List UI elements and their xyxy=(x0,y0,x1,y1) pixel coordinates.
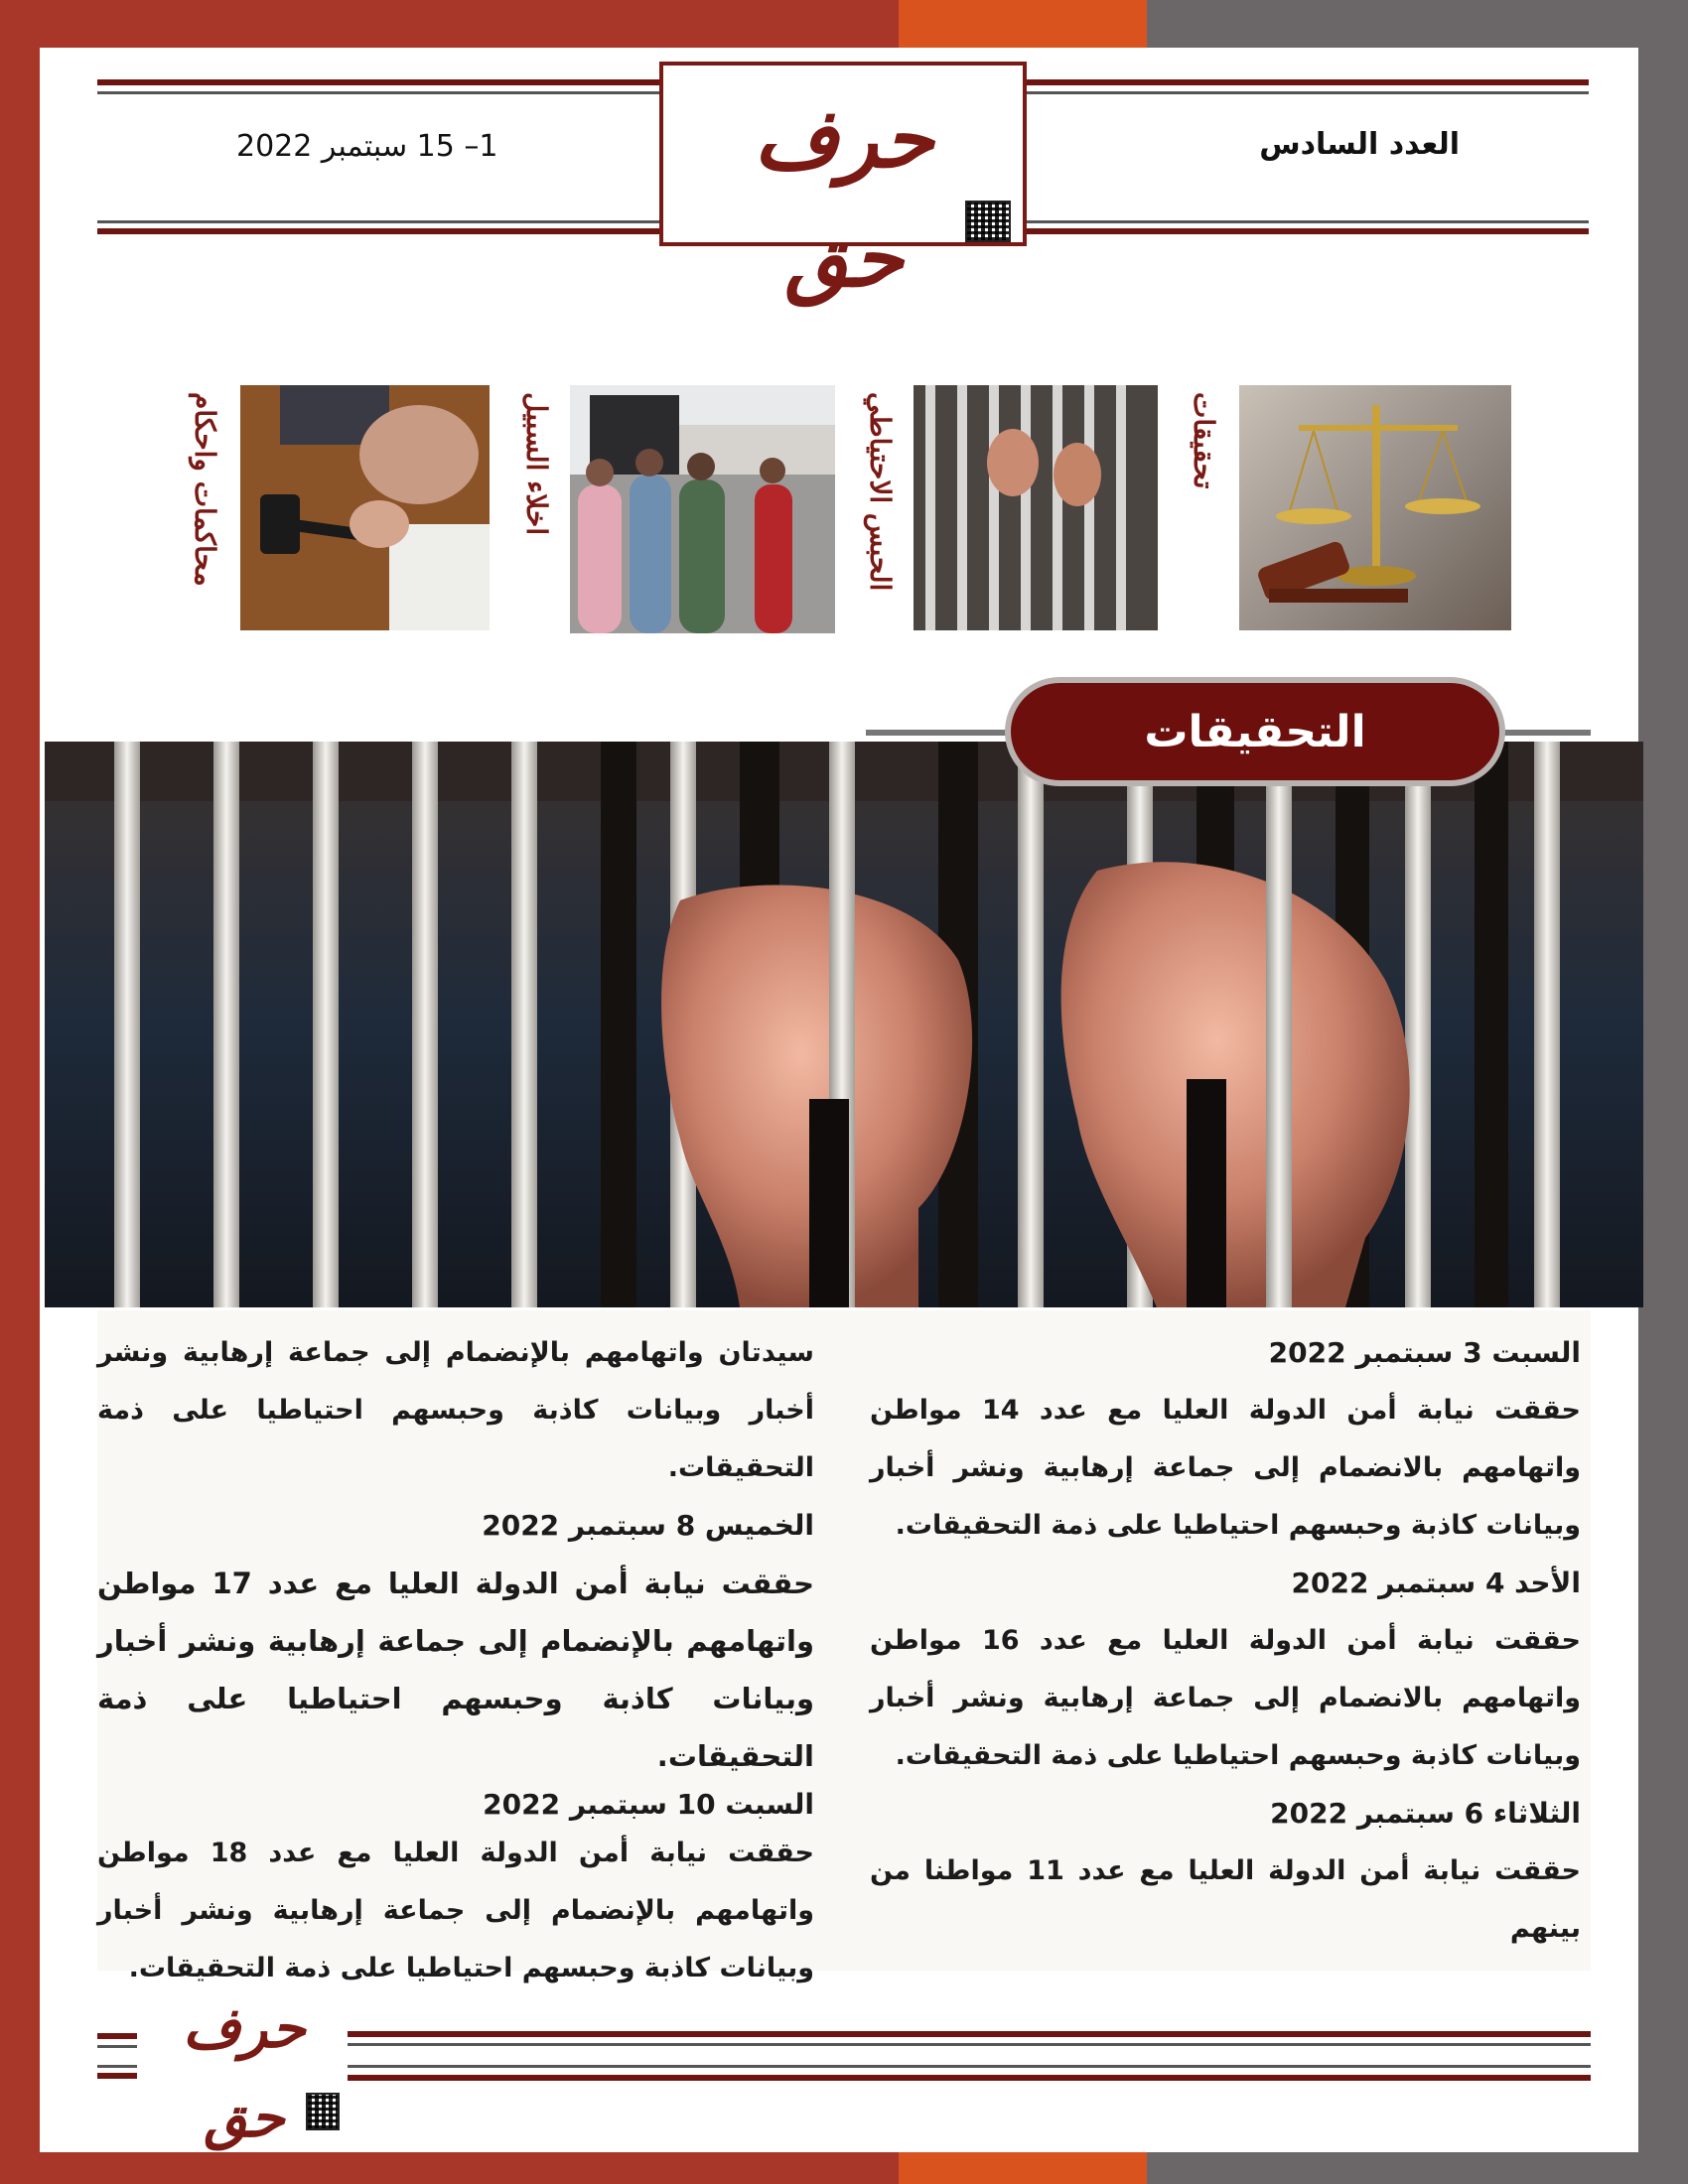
footer-logo[interactable] xyxy=(95,1976,348,2150)
judge-gavel-image xyxy=(240,385,490,630)
masthead-logo[interactable] xyxy=(659,62,1027,306)
qr-code-icon xyxy=(306,2093,340,2130)
section-title: التحقيقات xyxy=(1144,706,1366,757)
entry-text-continued: سيدتان واتهامهم بالإنضمام إلى جماعة إرهابية ونشر أخبار وبيانات كاذبة وحبسهم احتياطيا على ذمة التحقيقات. xyxy=(97,1337,814,1483)
logo-wordmark: حرف حق xyxy=(754,91,934,306)
people-outside-prison-image xyxy=(570,385,835,633)
article-body xyxy=(97,1310,1591,1983)
hands-on-prison-bars-image xyxy=(45,742,1643,1307)
article-column-right xyxy=(870,1324,1581,1958)
section-label-release: اخلاء السبيل xyxy=(520,392,553,536)
frame-bottom-accent xyxy=(899,2152,1147,2184)
entry-date: الثلاثاء 6 سبتمبر 2022 xyxy=(1270,1797,1581,1830)
section-thumb-pretrial-detention[interactable] xyxy=(914,385,1158,630)
prison-bars-icon xyxy=(914,385,1158,630)
section-thumb-release[interactable] xyxy=(570,385,835,633)
section-label-investigations: تحقيقات xyxy=(1188,392,1220,489)
entry-text: حققت نيابة أمن الدولة العليا مع عدد 17 مواطن واتهامهم بالإنضمام إلى جماعة إرهابية ونشر أخبار وبيانات كاذبة وحبسهم احتياطيا على ذمة التحقيقات. xyxy=(97,1567,814,1773)
entry-text: حققت نيابة أمن الدولة العليا مع عدد 18 مواطن واتهامهم بالإنضمام إلى جماعة إرهابية ونشر أخبار وبيانات كاذبة وحبسهم احتياطيا على ذمة التحقيقات. xyxy=(97,1838,814,1983)
article-column-left xyxy=(97,1324,814,1997)
footer-logo-wordmark: حرف حق xyxy=(183,1995,306,2150)
section-thumb-trials-verdicts[interactable] xyxy=(240,385,490,630)
section-thumb-investigations[interactable] xyxy=(1239,385,1511,630)
qr-code-icon xyxy=(965,201,1011,242)
entry-text: حققت نيابة أمن الدولة العليا مع عدد 11 مواطنا من بينهم xyxy=(870,1855,1581,1944)
entry-date: السبت 3 سبتمبر 2022 xyxy=(1268,1336,1581,1369)
entry-text: حققت نيابة أمن الدولة العليا مع عدد 16 مواطن واتهامهم بالانضمام إلى جماعة إرهابية ونشر أخبار وبيانات كاذبة وحبسهم احتياطيا على ذمة التحقيقات. xyxy=(870,1625,1581,1771)
section-label-trials-verdicts: محاكمات واحكام xyxy=(189,392,221,587)
entry-date: الأحد 4 سبتمبر 2022 xyxy=(1291,1567,1581,1599)
issue-number: العدد السادس xyxy=(1259,127,1460,162)
entry-date: السبت 10 سبتمبر 2022 xyxy=(483,1788,814,1821)
section-title-banner xyxy=(1005,677,1505,786)
issue-dates: 1– 15 سبتمبر 2022 xyxy=(236,129,498,164)
entry-date: الخميس 8 سبتمبر 2022 xyxy=(482,1509,814,1542)
section-label-pretrial-detention: الحبس الاحتياطي xyxy=(864,392,897,592)
entry-text: حققت نيابة أمن الدولة العليا مع عدد 14 مواطن واتهامهم بالانضمام إلى جماعة إرهابية ونشر أخبار وبيانات كاذبة وحبسهم احتياطيا على ذمة التحقيقات. xyxy=(870,1395,1581,1541)
frame-top-accent xyxy=(899,0,1147,48)
hero-image xyxy=(45,742,1643,1307)
scales-of-justice-icon xyxy=(1239,385,1511,630)
